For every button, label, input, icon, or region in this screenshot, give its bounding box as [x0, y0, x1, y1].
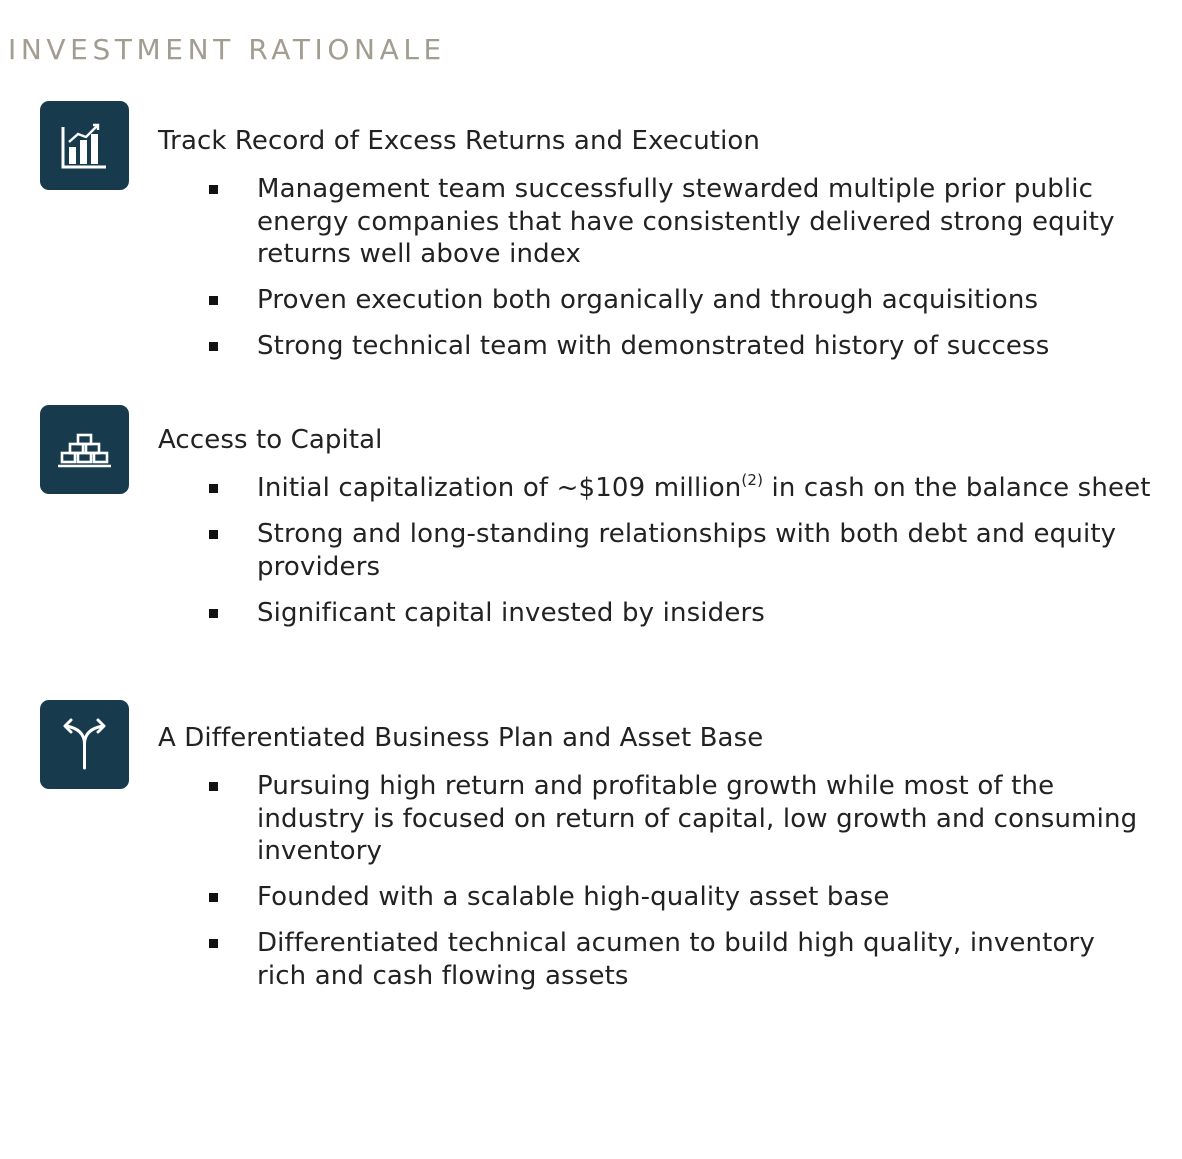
section-title: A Differentiated Business Plan and Asset Base — [158, 723, 764, 753]
bullet-item — [0, 173, 1182, 271]
bullet-text: Management team successfully stewarded multiple prior public energy companies that have consistently delivered strong equity returns well above index — [257, 174, 1115, 269]
page-title: INVESTMENT RATIONALE — [8, 33, 446, 66]
bullet-text: Strong technical team with demonstrated history of success — [257, 331, 1050, 361]
square-bullet-icon — [209, 296, 218, 305]
bullet-text: Proven execution both organically and through acquisitions — [257, 285, 1039, 315]
bullet-text: Pursuing high return and profitable growth while most of the industry is focused on return of capital, low growth and consuming inventory — [257, 771, 1138, 866]
bullet-list — [0, 173, 1182, 376]
bullet-text: Initial capitalization of ~$109 million — [257, 473, 742, 503]
bullet-text: Strong and long-standing relationships with both debt and equity providers — [257, 519, 1117, 582]
footnote-marker: (2) — [741, 471, 764, 490]
bullet-item — [0, 927, 1182, 992]
square-bullet-icon — [209, 609, 218, 618]
section-title: Access to Capital — [158, 425, 383, 455]
bullet-item — [0, 284, 1182, 317]
square-bullet-icon — [209, 530, 218, 539]
section-title: Track Record of Excess Returns and Execution — [158, 126, 760, 156]
bullet-list — [0, 770, 1182, 1006]
bullet-item — [0, 330, 1182, 363]
bullet-text-continued: in cash on the balance sheet — [763, 473, 1151, 503]
bullet-list — [0, 472, 1182, 643]
bullet-item — [0, 770, 1182, 868]
square-bullet-icon — [209, 782, 218, 791]
square-bullet-icon — [209, 342, 218, 351]
bullet-item — [0, 597, 1182, 630]
square-bullet-icon — [209, 939, 218, 948]
square-bullet-icon — [209, 893, 218, 902]
bullet-item — [0, 518, 1182, 583]
bullet-text: Differentiated technical acumen to build high quality, inventory rich and cash flowing assets — [257, 928, 1095, 991]
square-bullet-icon — [209, 484, 218, 493]
bullet-text: Significant capital invested by insiders — [257, 597, 765, 628]
square-bullet-icon — [209, 185, 218, 194]
bullet-item — [0, 881, 1182, 914]
bullet-text: Founded with a scalable high-quality asset base — [257, 882, 890, 912]
bullet-item — [0, 472, 1182, 505]
